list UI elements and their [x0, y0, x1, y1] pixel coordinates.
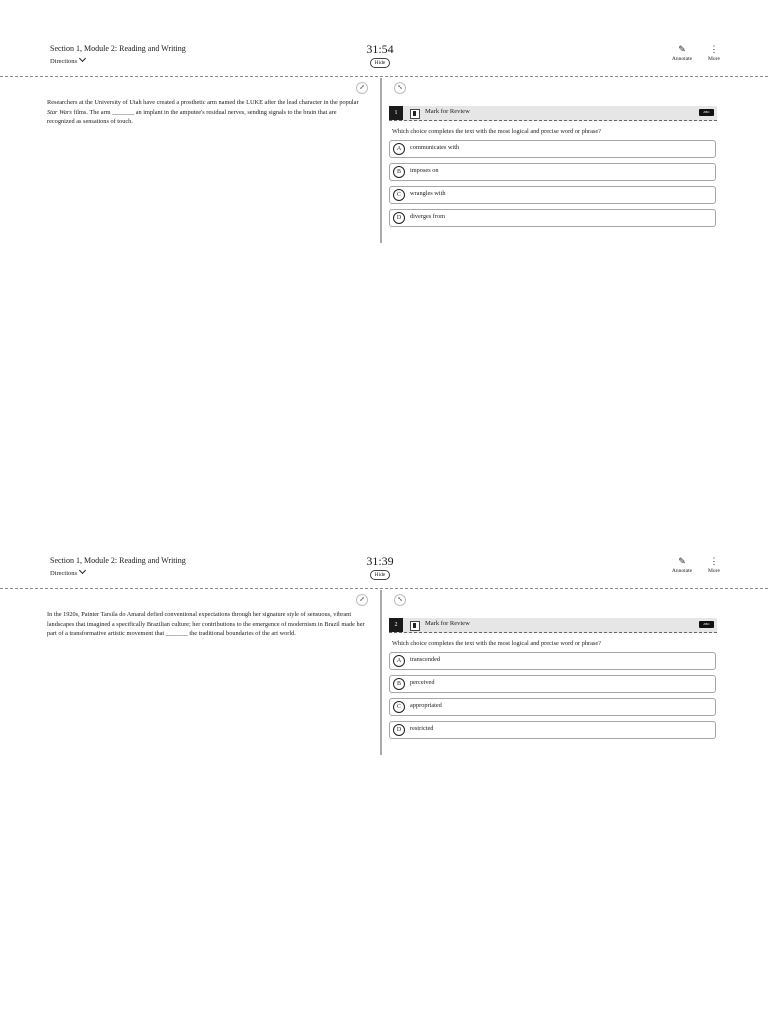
pencil-icon: ✎ [678, 44, 686, 54]
choice-text: diverges from [410, 213, 446, 220]
answer-choice-c[interactable] [389, 186, 716, 204]
question-header [389, 106, 717, 121]
passage-text: Researchers at the University of Utah have created a prosthetic arm named the LUKE after the lead character in the popular Star Wars films. The arm _______ an implant in the amputee's residual nerves, sending signals to the brain that are recognized as sensations of touch. [47, 99, 359, 125]
answer-choice-b[interactable] [389, 163, 716, 181]
choice-text: communicates with [410, 144, 460, 151]
hide-timer-button[interactable]: Hide [370, 58, 390, 68]
more-vertical-icon: ⋮ [709, 44, 719, 54]
answer-choice-d[interactable] [389, 209, 716, 227]
answer-choice-d[interactable] [389, 721, 716, 739]
bookmark-icon[interactable] [410, 109, 420, 119]
chevron-down-icon [79, 567, 86, 574]
question-number: 1 [389, 106, 403, 120]
more-label: More [708, 568, 720, 574]
question-prompt: Which choice completes the text with the most logical and precise word or phrase? [392, 640, 601, 647]
pencil-icon: ✎ [678, 556, 686, 566]
directions-toggle[interactable] [50, 570, 85, 577]
test-screen-1 [0, 44, 768, 244]
expand-icon[interactable]: ⤢ [356, 594, 368, 606]
annotate-label: Annotate [671, 56, 693, 62]
passage-pane [0, 78, 380, 243]
mark-for-review[interactable]: Mark for Review [425, 620, 470, 627]
expand-icon[interactable]: ⤡ [394, 82, 406, 94]
more-button[interactable] [699, 557, 729, 574]
question-pane [383, 78, 768, 243]
pane-divider[interactable] [380, 590, 382, 755]
bookmark-icon[interactable] [410, 621, 420, 631]
section-title: Section 1, Module 2: Reading and Writing [50, 556, 186, 565]
directions-toggle[interactable] [50, 58, 85, 65]
question-header [389, 618, 717, 633]
choice-text: perceived [410, 679, 435, 686]
question-pane [383, 590, 768, 755]
choice-letter: C [393, 189, 405, 201]
eliminator-toggle[interactable]: ABC [699, 621, 714, 628]
choice-text: transcended [410, 656, 441, 663]
choice-text: wrangles with [410, 190, 446, 197]
top-bar [0, 556, 768, 586]
header-divider [0, 76, 768, 77]
more-button[interactable] [699, 45, 729, 62]
choice-letter: B [393, 678, 405, 690]
annotate-label: Annotate [671, 568, 693, 574]
choice-letter: A [393, 655, 405, 667]
eliminator-toggle[interactable]: ABC [699, 109, 714, 116]
choice-letter: B [393, 166, 405, 178]
timer: 31:39 [366, 554, 394, 568]
question-number: 2 [389, 618, 403, 632]
choice-letter: A [393, 143, 405, 155]
annotate-button[interactable] [667, 557, 697, 574]
timer: 31:54 [366, 42, 394, 56]
choice-letter: D [393, 724, 405, 736]
annotate-button[interactable] [667, 45, 697, 62]
passage-pane [0, 590, 380, 755]
answer-choice-b[interactable] [389, 675, 716, 693]
section-title: Section 1, Module 2: Reading and Writing [50, 44, 186, 53]
choice-text: imposes on [410, 167, 439, 174]
answer-choice-c[interactable] [389, 698, 716, 716]
choice-letter: C [393, 701, 405, 713]
more-label: More [708, 56, 720, 62]
chevron-down-icon [79, 55, 86, 62]
answer-choice-a[interactable] [389, 652, 716, 670]
passage-text: In the 1920s, Painter Tarsila do Amaral defied conventional expectations through her signature style of sensuous, vibrant landscapes that imagined a specifically Brazilian culture; her contributions to the emergence of modernism in Brazil made her part of a transformative artistic movement that _______ the traditional boundaries of the art world. [47, 611, 365, 637]
hide-timer-button[interactable]: Hide [370, 570, 390, 580]
top-bar [0, 44, 768, 74]
directions-label: Directions [50, 570, 78, 577]
mark-for-review[interactable]: Mark for Review [425, 108, 470, 115]
choice-text: appropriated [410, 702, 442, 709]
directions-label: Directions [50, 58, 78, 65]
expand-icon[interactable]: ⤢ [356, 82, 368, 94]
choice-text: restricted [410, 725, 434, 732]
test-screen-2 [0, 556, 768, 756]
more-vertical-icon: ⋮ [709, 556, 719, 566]
pane-divider[interactable] [380, 78, 382, 243]
choice-letter: D [393, 212, 405, 224]
answer-choice-a[interactable] [389, 140, 716, 158]
expand-icon[interactable]: ⤡ [394, 594, 406, 606]
header-divider [0, 588, 768, 589]
question-prompt: Which choice completes the text with the most logical and precise word or phrase? [392, 128, 601, 135]
